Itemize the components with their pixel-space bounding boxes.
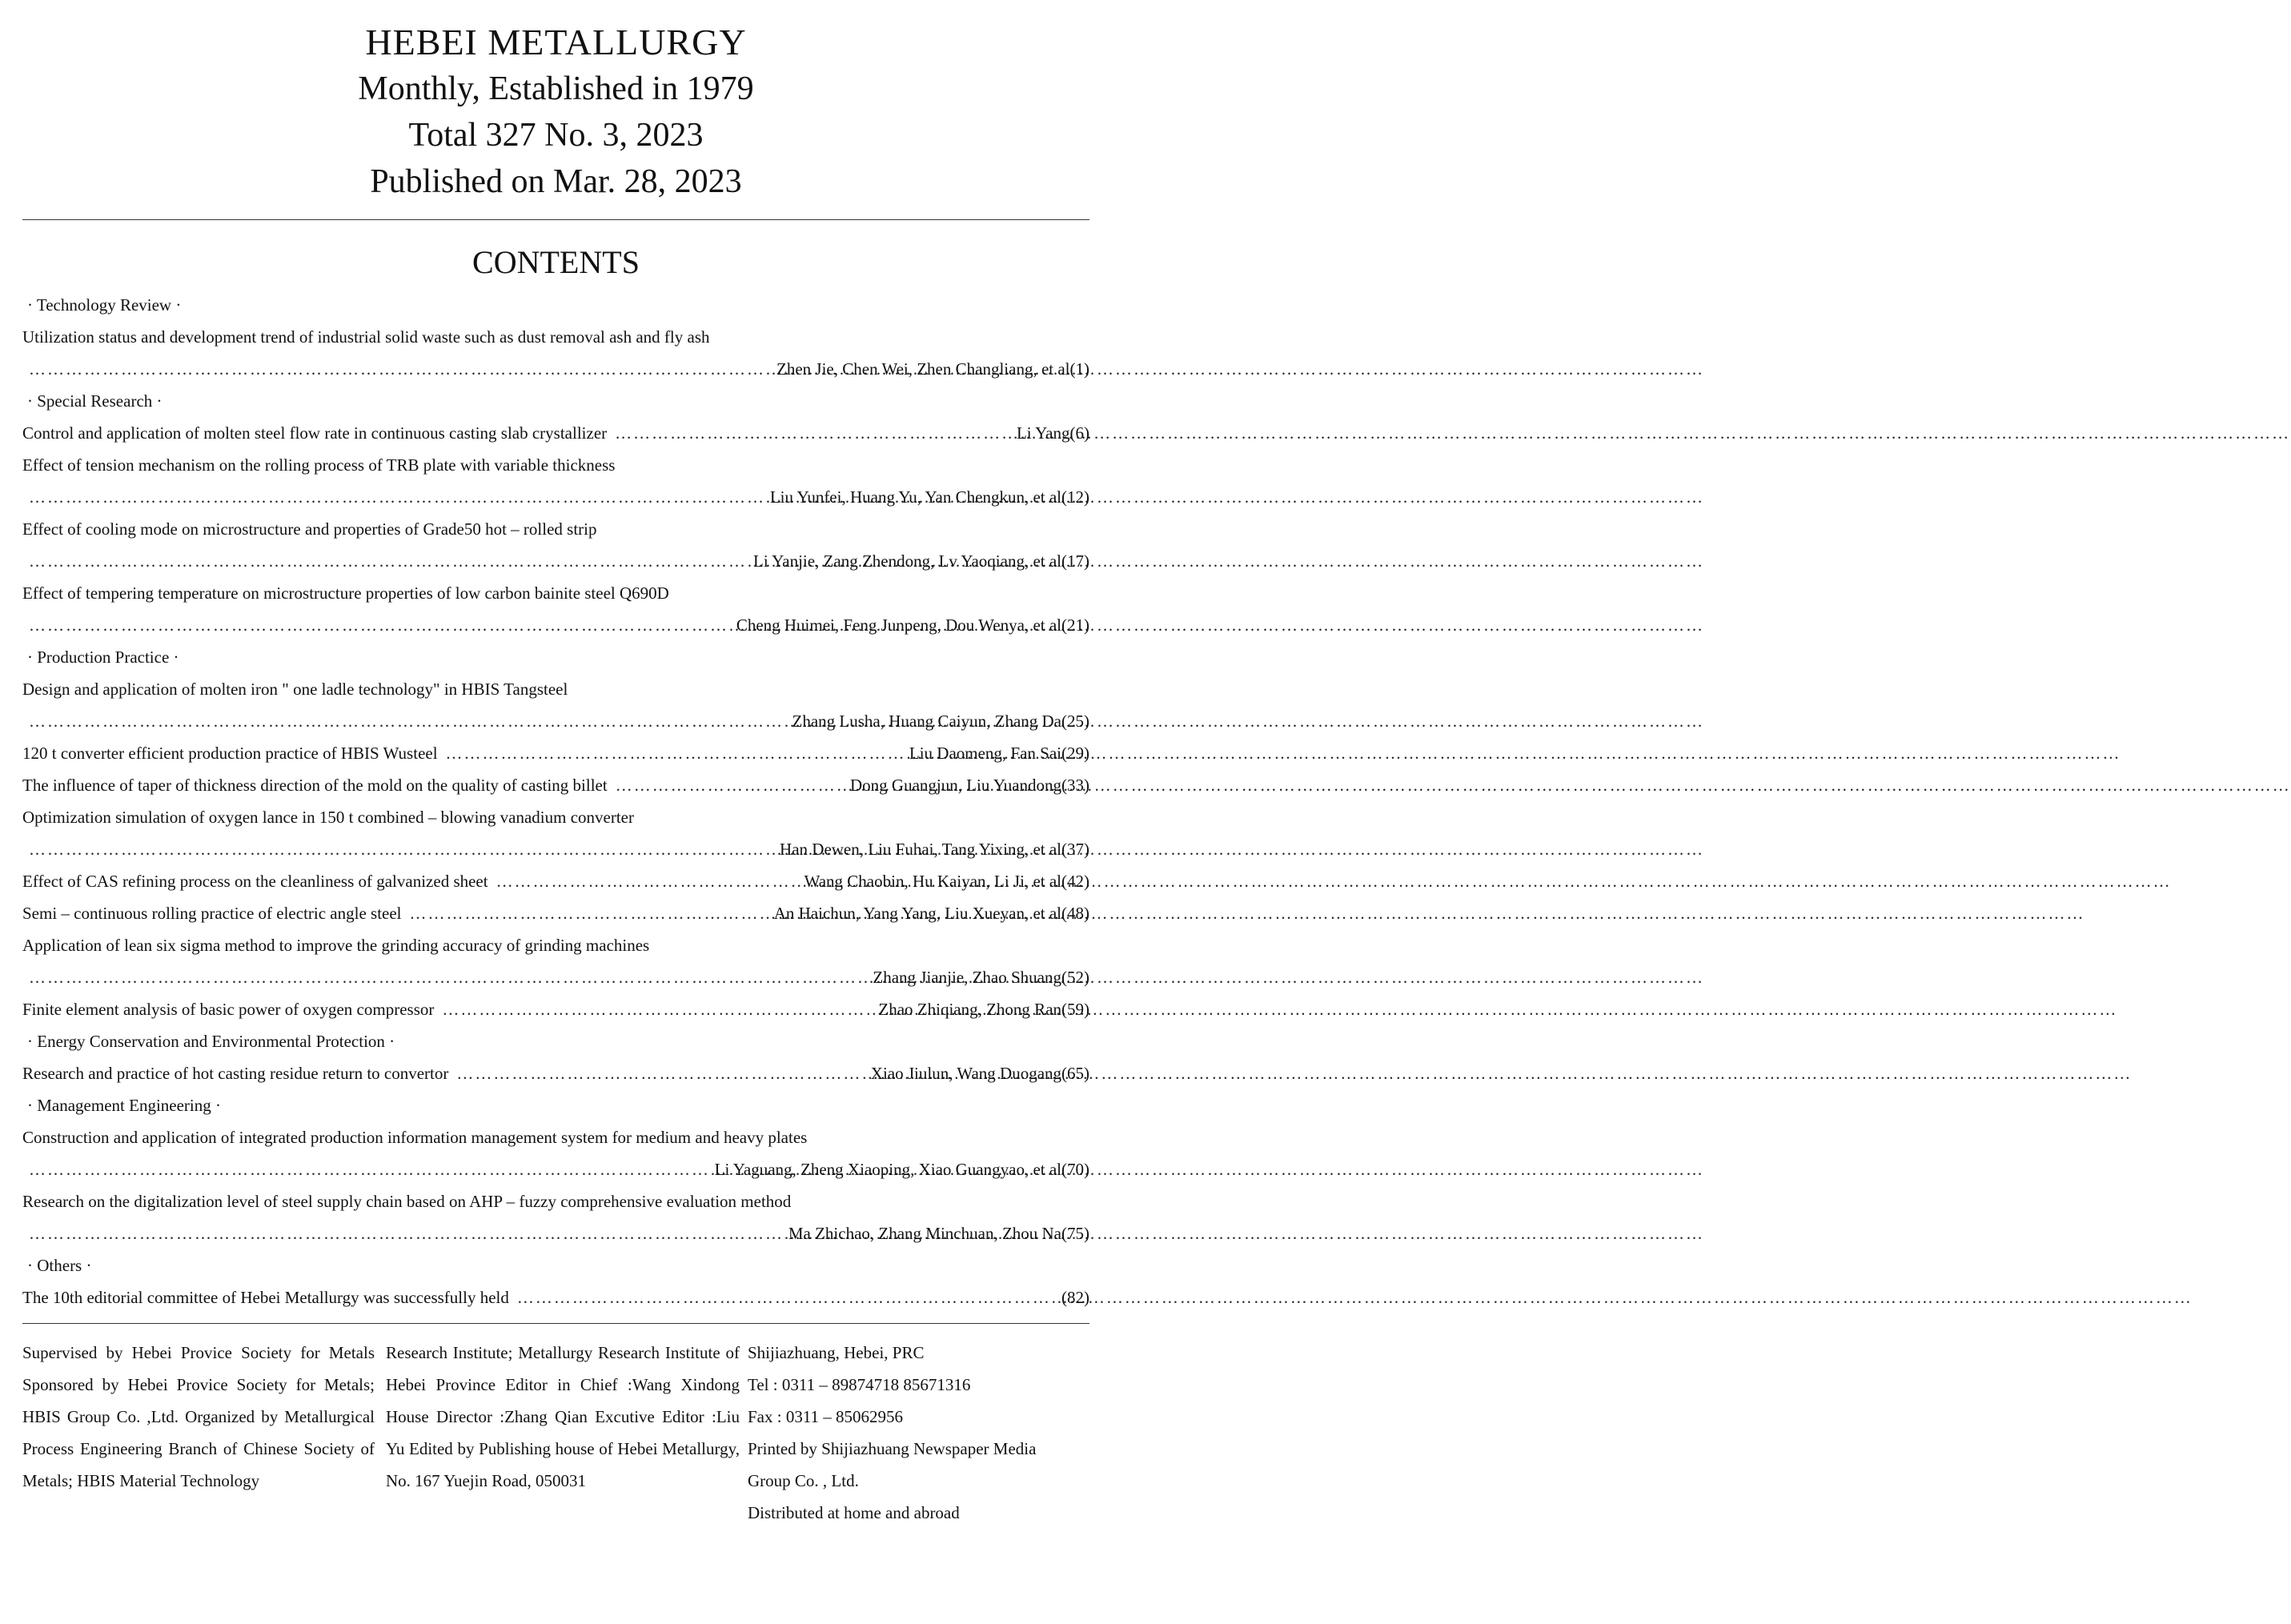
- colophon-printer: Printed by Shijiazhuang Newspaper Media: [748, 1439, 1037, 1458]
- toc-authors-page: Li Yang(6): [1016, 423, 1089, 443]
- toc-entry: [22, 1281, 1089, 1313]
- colophon: [22, 1337, 1089, 1529]
- toc-section-heading: · Technology Review ·: [27, 295, 182, 315]
- toc-authors-page: Cheng Huimei, Feng Junpeng, Dou Wenya, et al(21): [736, 616, 1089, 635]
- dot-leader: [29, 1153, 707, 1185]
- journal-title: HEBEI METALLURGY: [365, 22, 747, 62]
- toc-entry: [22, 769, 1089, 801]
- toc-article-title: Control and application of molten steel flow rate in continuous casting slab crystallizer: [22, 423, 608, 443]
- toc-article-title: Optimization simulation of oxygen lance in 150 t combined – blowing vanadium converter: [22, 808, 634, 827]
- toc-article-authors-line: [22, 481, 1089, 513]
- toc-authors-page: Zhang Jianjie, Zhao Shuang(52): [873, 968, 1089, 987]
- masthead: [22, 0, 1089, 205]
- header-divider: [22, 219, 1089, 220]
- toc-article-authors-line: [22, 609, 1089, 641]
- toc-authors-page: Zhao Zhiqiang, Zhong Ran(59): [878, 1000, 1089, 1019]
- toc-section-heading: · Energy Conservation and Environmental Protection ·: [27, 1032, 395, 1051]
- dot-leader: [29, 705, 784, 737]
- dot-leader: [29, 609, 728, 641]
- toc-entry: [22, 737, 1089, 769]
- toc-article-title: The influence of taper of thickness direction of the mold on the quality of casting billet: [22, 776, 608, 795]
- toc-article-title: Semi – continuous rolling practice of electric angle steel: [22, 904, 402, 923]
- dot-leader: [29, 961, 865, 993]
- dot-leader: [29, 481, 762, 513]
- colophon-supervision: [22, 1337, 386, 1529]
- toc-article-authors-line: [22, 1217, 1089, 1249]
- dot-leader: [29, 833, 772, 865]
- toc-section-heading: · Special Research ·: [27, 391, 162, 411]
- colophon-address: Shijiazhuang, Hebei, PRC: [748, 1343, 925, 1362]
- toc-article-authors-line: [22, 961, 1089, 993]
- dot-leader: [446, 737, 901, 769]
- toc-entry: [22, 417, 1089, 449]
- toc-article-authors-line: [22, 545, 1089, 577]
- toc-authors-page: (82): [1061, 1288, 1089, 1307]
- toc-article-title: The 10th editorial committee of Hebei Metallurgy was successfully held: [22, 1288, 509, 1307]
- dot-leader: [29, 545, 745, 577]
- dot-leader: [456, 1057, 862, 1089]
- dot-leader: [442, 993, 870, 1025]
- toc-article-authors-line: [22, 1153, 1089, 1185]
- toc-article-title: Application of lean six sigma method to improve the grinding accuracy of grinding machines: [22, 936, 650, 955]
- toc-authors-page: Ma Zhichao, Zhang Minchuan, Zhou Na(75): [788, 1224, 1089, 1243]
- toc-entry: [22, 1057, 1089, 1089]
- colophon-contact: [748, 1337, 1089, 1529]
- publication-date: Published on Mar. 28, 2023: [370, 163, 742, 200]
- toc-authors-page: Li Yanjie, Zang Zhendong, Lv Yaoqiang, et al(17): [753, 551, 1089, 571]
- toc-authors-page: Han Dewen, Liu Fuhai, Tang Yixing, et al(37): [780, 840, 1089, 859]
- colophon-fax: Fax : 0311 – 85062956: [748, 1407, 904, 1426]
- issue-number: Total 327 No. 3, 2023: [408, 117, 704, 154]
- toc-authors-page: Liu Yunfei, Huang Yu, Yan Chengkun, et al(12): [769, 487, 1089, 507]
- journal-frequency: Monthly, Established in 1979: [358, 70, 754, 107]
- toc-article-title: Finite element analysis of basic power of oxygen compressor: [22, 1000, 435, 1019]
- toc-authors-page: Liu Daomeng, Fan Sai(29): [909, 744, 1089, 763]
- toc-authors-page: Zhang Lusha, Huang Caiyun, Zhang Da(25): [792, 712, 1089, 731]
- colophon-printer-cont: Group Co. , Ltd.: [748, 1471, 859, 1490]
- toc-article-authors-line: [22, 833, 1089, 865]
- dot-leader: [410, 897, 766, 929]
- toc-entry: [22, 897, 1089, 929]
- toc-article-authors-line: [22, 705, 1089, 737]
- toc-article-title: Design and application of molten iron " one ladle technology" in HBIS Tangsteel: [22, 680, 568, 699]
- colophon-col1-text: Supervised by Hebei Provice Society for Metals Sponsored by Hebei Provice Society for Metals; HBIS Group Co. ,Ltd. Organized by Metallurgical Process Engineering Branch of Chinese Society of Metals; HBIS Material Technology: [22, 1343, 375, 1490]
- toc-authors-page: Zhen Jie, Chen Wei, Zhen Changliang, et al(1): [776, 359, 1089, 379]
- dot-leader: [615, 417, 1009, 449]
- toc-authors-page: Dong Guangjun, Liu Yuandong(33): [849, 776, 1089, 795]
- toc-article-title: Utilization status and development trend of industrial solid waste such as dust removal ash and fly ash: [22, 327, 710, 347]
- toc-authors-page: Wang Chaobin, Hu Kaiyan, Li Ji, et al(42): [804, 872, 1089, 891]
- table-of-contents: [22, 289, 1089, 1313]
- colophon-col2-text: Research Institute; Metallurgy Research Institute of Hebei Province Editor in Chief :Wang Xindong House Director :Zhang Qian Excutive Editor :Liu Yu Edited by Publishing house of Hebei Metallurgy, No. 167 Yuejin Road, 050031: [386, 1343, 740, 1490]
- toc-article-title: 120 t converter efficient production practice of HBIS Wusteel: [22, 744, 438, 763]
- dot-leader: [29, 1217, 780, 1249]
- toc-entry: [22, 993, 1089, 1025]
- toc-article-title: Effect of cooling mode on microstructure and properties of Grade50 hot – rolled strip: [22, 519, 597, 539]
- toc-article-title: Effect of CAS refining process on the cleanliness of galvanized sheet: [22, 872, 488, 891]
- colophon-tel: Tel : 0311 – 89874718 85671316: [748, 1375, 971, 1394]
- journal-page: [22, 0, 1089, 1529]
- contents-heading: CONTENTS: [472, 244, 640, 280]
- dot-leader: [517, 1281, 1053, 1313]
- toc-article-title: Construction and application of integrated production information management system for medium and heavy plates: [22, 1128, 808, 1147]
- toc-authors-page: Xiao Jiulun, Wang Duogang(65): [870, 1064, 1089, 1083]
- dot-leader: [496, 865, 796, 897]
- dot-leader: [616, 769, 842, 801]
- colophon-distribution: Distributed at home and abroad: [748, 1503, 960, 1522]
- dot-leader: [29, 353, 768, 385]
- toc-authors-page: An Haichun, Yang Yang, Liu Xueyan, et al(48): [773, 904, 1089, 923]
- toc-section-heading: · Others ·: [27, 1256, 92, 1275]
- toc-article-title: Effect of tension mechanism on the rolling process of TRB plate with variable thickness: [22, 455, 616, 475]
- toc-article-title: Research and practice of hot casting residue return to convertor: [22, 1064, 449, 1083]
- toc-section-heading: · Management Engineering ·: [27, 1096, 221, 1115]
- toc-article-title: Research on the digitalization level of steel supply chain based on AHP – fuzzy comprehensive evaluation method: [22, 1192, 792, 1211]
- footer-divider: [22, 1323, 1089, 1324]
- toc-article-authors-line: [22, 353, 1089, 385]
- colophon-editorial: [386, 1337, 748, 1529]
- toc-entry: [22, 865, 1089, 897]
- toc-authors-page: Li Yaguang, Zheng Xiaoping, Xiao Guangyao, et al(70): [714, 1160, 1089, 1179]
- toc-section-heading: · Production Practice ·: [27, 648, 179, 667]
- toc-article-title: Effect of tempering temperature on microstructure properties of low carbon bainite steel Q690D: [22, 583, 669, 603]
